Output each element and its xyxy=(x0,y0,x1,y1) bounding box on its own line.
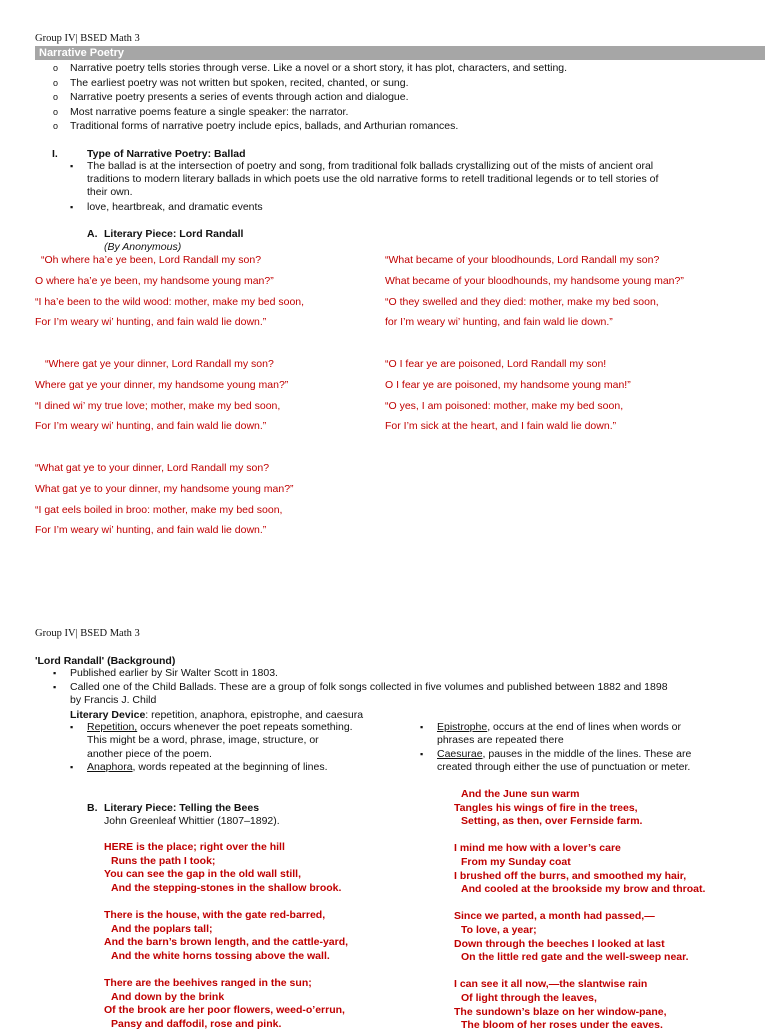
poem-line: “Where gat ye your dinner, Lord Randall my son? xyxy=(45,357,274,370)
poem-line: Pansy and daffodil, rose and pink. xyxy=(111,1017,282,1030)
list-item-continuation: created through either the use of punctuation or meter. xyxy=(437,760,691,773)
poem-line: for I’m weary wi’ hunting, and fain wald lie down.” xyxy=(385,316,613,329)
poem-stanza-gap xyxy=(385,333,684,354)
list-item: o Narrative poetry tells stories through verse. Like a novel or a short story, it has plot, characters, and setting. xyxy=(53,62,568,74)
piece-b-letter: B. xyxy=(87,802,98,814)
list-item: o The earliest poetry was not written but spoken, recited, chanted, or sung. xyxy=(53,76,409,89)
list-item: o Traditional forms of narrative poetry include epics, ballads, and Arthurian romances. xyxy=(53,120,459,132)
poem-stanza-gap xyxy=(35,333,304,354)
poem-stanza-gap xyxy=(454,965,705,979)
ballad-list xyxy=(70,160,767,214)
section-title-bar xyxy=(35,46,765,60)
poem-line: And the stepping-stones in the shallow brook. xyxy=(111,881,342,894)
poem-line: Setting, as then, over Fernside farm. xyxy=(461,815,643,828)
list-item-text: Narrative poetry presents a series of events through action and dialogue. xyxy=(70,91,409,103)
poem-line: And the barn’s brown length, and the cattle-yard, xyxy=(104,936,349,949)
poem-line: I mind me how with a lover’s care xyxy=(454,842,621,855)
poem-line: To love, a year; xyxy=(461,923,537,936)
poem-line: Where gat ye your dinner, my handsome young man?” xyxy=(35,378,289,391)
device-list-right xyxy=(420,721,762,774)
piece-b-author: John Greenleaf Whittier (1807–1892). xyxy=(104,815,280,827)
poem-stanza-gap xyxy=(35,437,304,458)
poem-stanza-gap xyxy=(104,895,348,909)
poem-line: “I dined wi’ my true love; mother, make my bed soon, xyxy=(35,399,281,412)
list-item-text: Published earlier by Sir Walter Scott in 1803. xyxy=(70,667,278,679)
poem-line: Runs the path I took; xyxy=(111,854,216,867)
poem-line: For I’m weary wi’ hunting, and fain wald lie down.” xyxy=(35,420,267,433)
list-item-continuation: their own. xyxy=(87,186,133,198)
poem-line: O I fear ye are poisoned, my handsome young man!” xyxy=(385,378,631,391)
poem-line: From my Sunday coat xyxy=(461,855,571,868)
poem-stanza-gap xyxy=(104,963,348,977)
poem-line: I brushed off the burrs, and smoothed my hair, xyxy=(454,869,687,882)
list-item-continuation: This might be a word, phrase, image, structure, or xyxy=(87,734,319,747)
poem-line: And cooled at the brookside my brow and throat. xyxy=(461,883,706,896)
list-item-continuation: another piece of the poem. xyxy=(87,747,212,760)
list-item-continuation: phrases are repeated there xyxy=(437,734,564,747)
list-item: ▪ Published earlier by Sir Walter Scott in 1803. xyxy=(53,667,278,679)
list-item-text: Narrative poetry tells stories through verse. Like a novel or a short story, it has plot, characters, and setting. xyxy=(70,62,568,74)
literary-device-label: Literary Device xyxy=(70,709,146,721)
poem-line: There are the beehives ranged in the sun; xyxy=(104,976,312,989)
list-item-text: Most narrative poems feature a single speaker: the narrator. xyxy=(70,105,349,118)
term-caesurae: Caesurae xyxy=(437,747,483,760)
list-item: ▪ Called one of the Child Ballads. These are a group of folk songs collected in five volumes and published between 1882 and 1898 xyxy=(53,680,668,693)
background-title: 'Lord Randall' (Background) xyxy=(35,655,176,667)
poem-stanza-gap xyxy=(454,897,705,911)
poem-line: You can see the gap in the old wall still, xyxy=(104,868,302,881)
list-item: o Narrative poetry presents a series of events through action and dialogue. xyxy=(53,91,409,103)
roman-numeral: I. xyxy=(52,148,58,160)
term-text: , pauses in the middle of the lines. These are xyxy=(482,747,692,760)
poem-b-left-column xyxy=(104,841,348,1031)
list-item-text: Traditional forms of narrative poetry include epics, ballads, and Arthurian romances. xyxy=(70,120,459,132)
list-item-text: The ballad is at the intersection of poetry and song, from traditional folk ballads crystallizing out of the mists of ancient oral xyxy=(87,160,654,172)
list-item: o Most narrative poems feature a single speaker: the narrator. xyxy=(53,105,349,118)
poem-b-right-column xyxy=(454,788,705,1033)
poem-line: And the poplars tall; xyxy=(111,922,213,935)
poem-line: The sundown’s blaze on her window-pane, xyxy=(454,1005,667,1018)
list-item-continuation: by Francis J. Child xyxy=(70,694,157,706)
type-heading: Type of Narrative Poetry: Ballad xyxy=(87,148,246,160)
poem-line: For I’m weary wi’ hunting, and fain wald lie down.” xyxy=(35,524,267,537)
poem-line: What became of your bloodhounds, my handsome young man?” xyxy=(385,274,684,287)
term-text: occurs whenever the poet repeats something. xyxy=(137,721,353,733)
poem-line: What gat ye to your dinner, my handsome young man?” xyxy=(35,482,294,495)
poem-line: And the white horns tossing above the wall. xyxy=(111,949,330,962)
poem-line: “What became of your bloodhounds, Lord Randall my son? xyxy=(385,254,660,266)
list-item: ▪ Epistrophe, occurs at the end of lines when words or xyxy=(420,721,681,733)
poem-line: “I ha’e been to the wild wood: mother, make my bed soon, xyxy=(35,295,305,308)
poem-line: Down through the beeches I looked at last xyxy=(454,937,665,950)
running-header: Group IV| BSED Math 3 xyxy=(35,33,140,44)
poem-stanza-gap xyxy=(454,829,705,843)
device-list-left xyxy=(70,721,387,774)
poem-line: O where ha’e ye been, my handsome young man?” xyxy=(35,274,274,287)
poem-line: For I’m weary wi’ hunting, and fain wald lie down.” xyxy=(35,316,267,329)
literary-device-text: : repetition, anaphora, epistrophe, and caesura xyxy=(145,709,364,721)
list-item-text: love, heartbreak, and dramatic events xyxy=(87,201,263,213)
piece-a-title: Literary Piece: Lord Randall xyxy=(104,228,244,240)
poem-line: HERE is the place; right over the hill xyxy=(104,841,285,853)
poem-right-column xyxy=(385,250,684,437)
list-item-text: The earliest poetry was not written but spoken, recited, chanted, or sung. xyxy=(70,76,409,89)
term-repetition: Repetition, xyxy=(87,721,138,733)
poem-line: “I gat eels boiled in broo: mother, make my bed soon, xyxy=(35,503,283,516)
poem-line: Tangles his wings of fire in the trees, xyxy=(454,801,638,814)
poem-line: “O they swelled and they died: mother, make my bed soon, xyxy=(385,295,659,308)
running-header-2: Group IV| BSED Math 3 xyxy=(35,628,140,639)
list-item: ▪ love, heartbreak, and dramatic events xyxy=(70,201,263,213)
section-title: Narrative Poetry xyxy=(39,47,124,59)
poem-line: Of light through the leaves, xyxy=(461,991,597,1004)
term-epistrophe: Epistrophe xyxy=(437,721,488,733)
poem-line: “Oh where ha’e ye been, Lord Randall my son? xyxy=(41,254,262,266)
piece-a-letter: A. xyxy=(87,228,98,240)
list-item-continuation: traditions to modern literary ballads in which poets use the old narrative forms to retell traditional legends or to tell stories of xyxy=(87,173,659,185)
poem-line: Since we parted, a month had passed,— xyxy=(454,910,655,923)
intro-list xyxy=(53,61,760,134)
term-anaphora: Anaphora xyxy=(87,760,133,773)
poem-left-column xyxy=(35,250,304,541)
poem-line: Of the brook are her poor flowers, weed-o’errun, xyxy=(104,1004,345,1017)
poem-line: There is the house, with the gate red-barred, xyxy=(104,908,326,921)
term-text: , words repeated at the beginning of lines. xyxy=(132,760,328,773)
poem-line: The bloom of her roses under the eaves. xyxy=(461,1019,663,1032)
piece-b-title: Literary Piece: Telling the Bees xyxy=(104,802,260,814)
poem-line: On the little red gate and the well-sweep near. xyxy=(461,951,689,964)
piece-a-author: (By Anonymous) xyxy=(104,241,182,253)
poem-line: And the June sun warm xyxy=(461,788,580,800)
list-item: ▪ Caesurae, pauses in the middle of the lines. These are xyxy=(420,747,692,760)
background-list xyxy=(53,667,760,708)
list-item: ▪ Repetition, occurs whenever the poet repeats something. xyxy=(70,721,353,733)
poem-line: “O I fear ye are poisoned, Lord Randall my son! xyxy=(385,357,607,370)
list-item-text: Called one of the Child Ballads. These are a group of folk songs collected in five volumes and published between 1882 and 1898 xyxy=(70,680,668,693)
poem-line: And down by the brink xyxy=(111,990,225,1003)
poem-line: “What gat ye to your dinner, Lord Randall my son? xyxy=(35,461,270,474)
poem-line: I can see it all now,—the slantwise rain xyxy=(454,978,648,991)
list-item: ▪ Anaphora, words repeated at the beginning of lines. xyxy=(70,760,328,773)
term-text: , occurs at the end of lines when words or xyxy=(487,721,681,733)
poem-line: For I’m sick at the heart, and I fain wald lie down.” xyxy=(385,420,617,433)
list-item: ▪ The ballad is at the intersection of poetry and song, from traditional folk ballads crystallizing out of the mists of ancient oral xyxy=(70,160,654,172)
poem-line: “O yes, I am poisoned: mother, make my bed soon, xyxy=(385,399,624,412)
